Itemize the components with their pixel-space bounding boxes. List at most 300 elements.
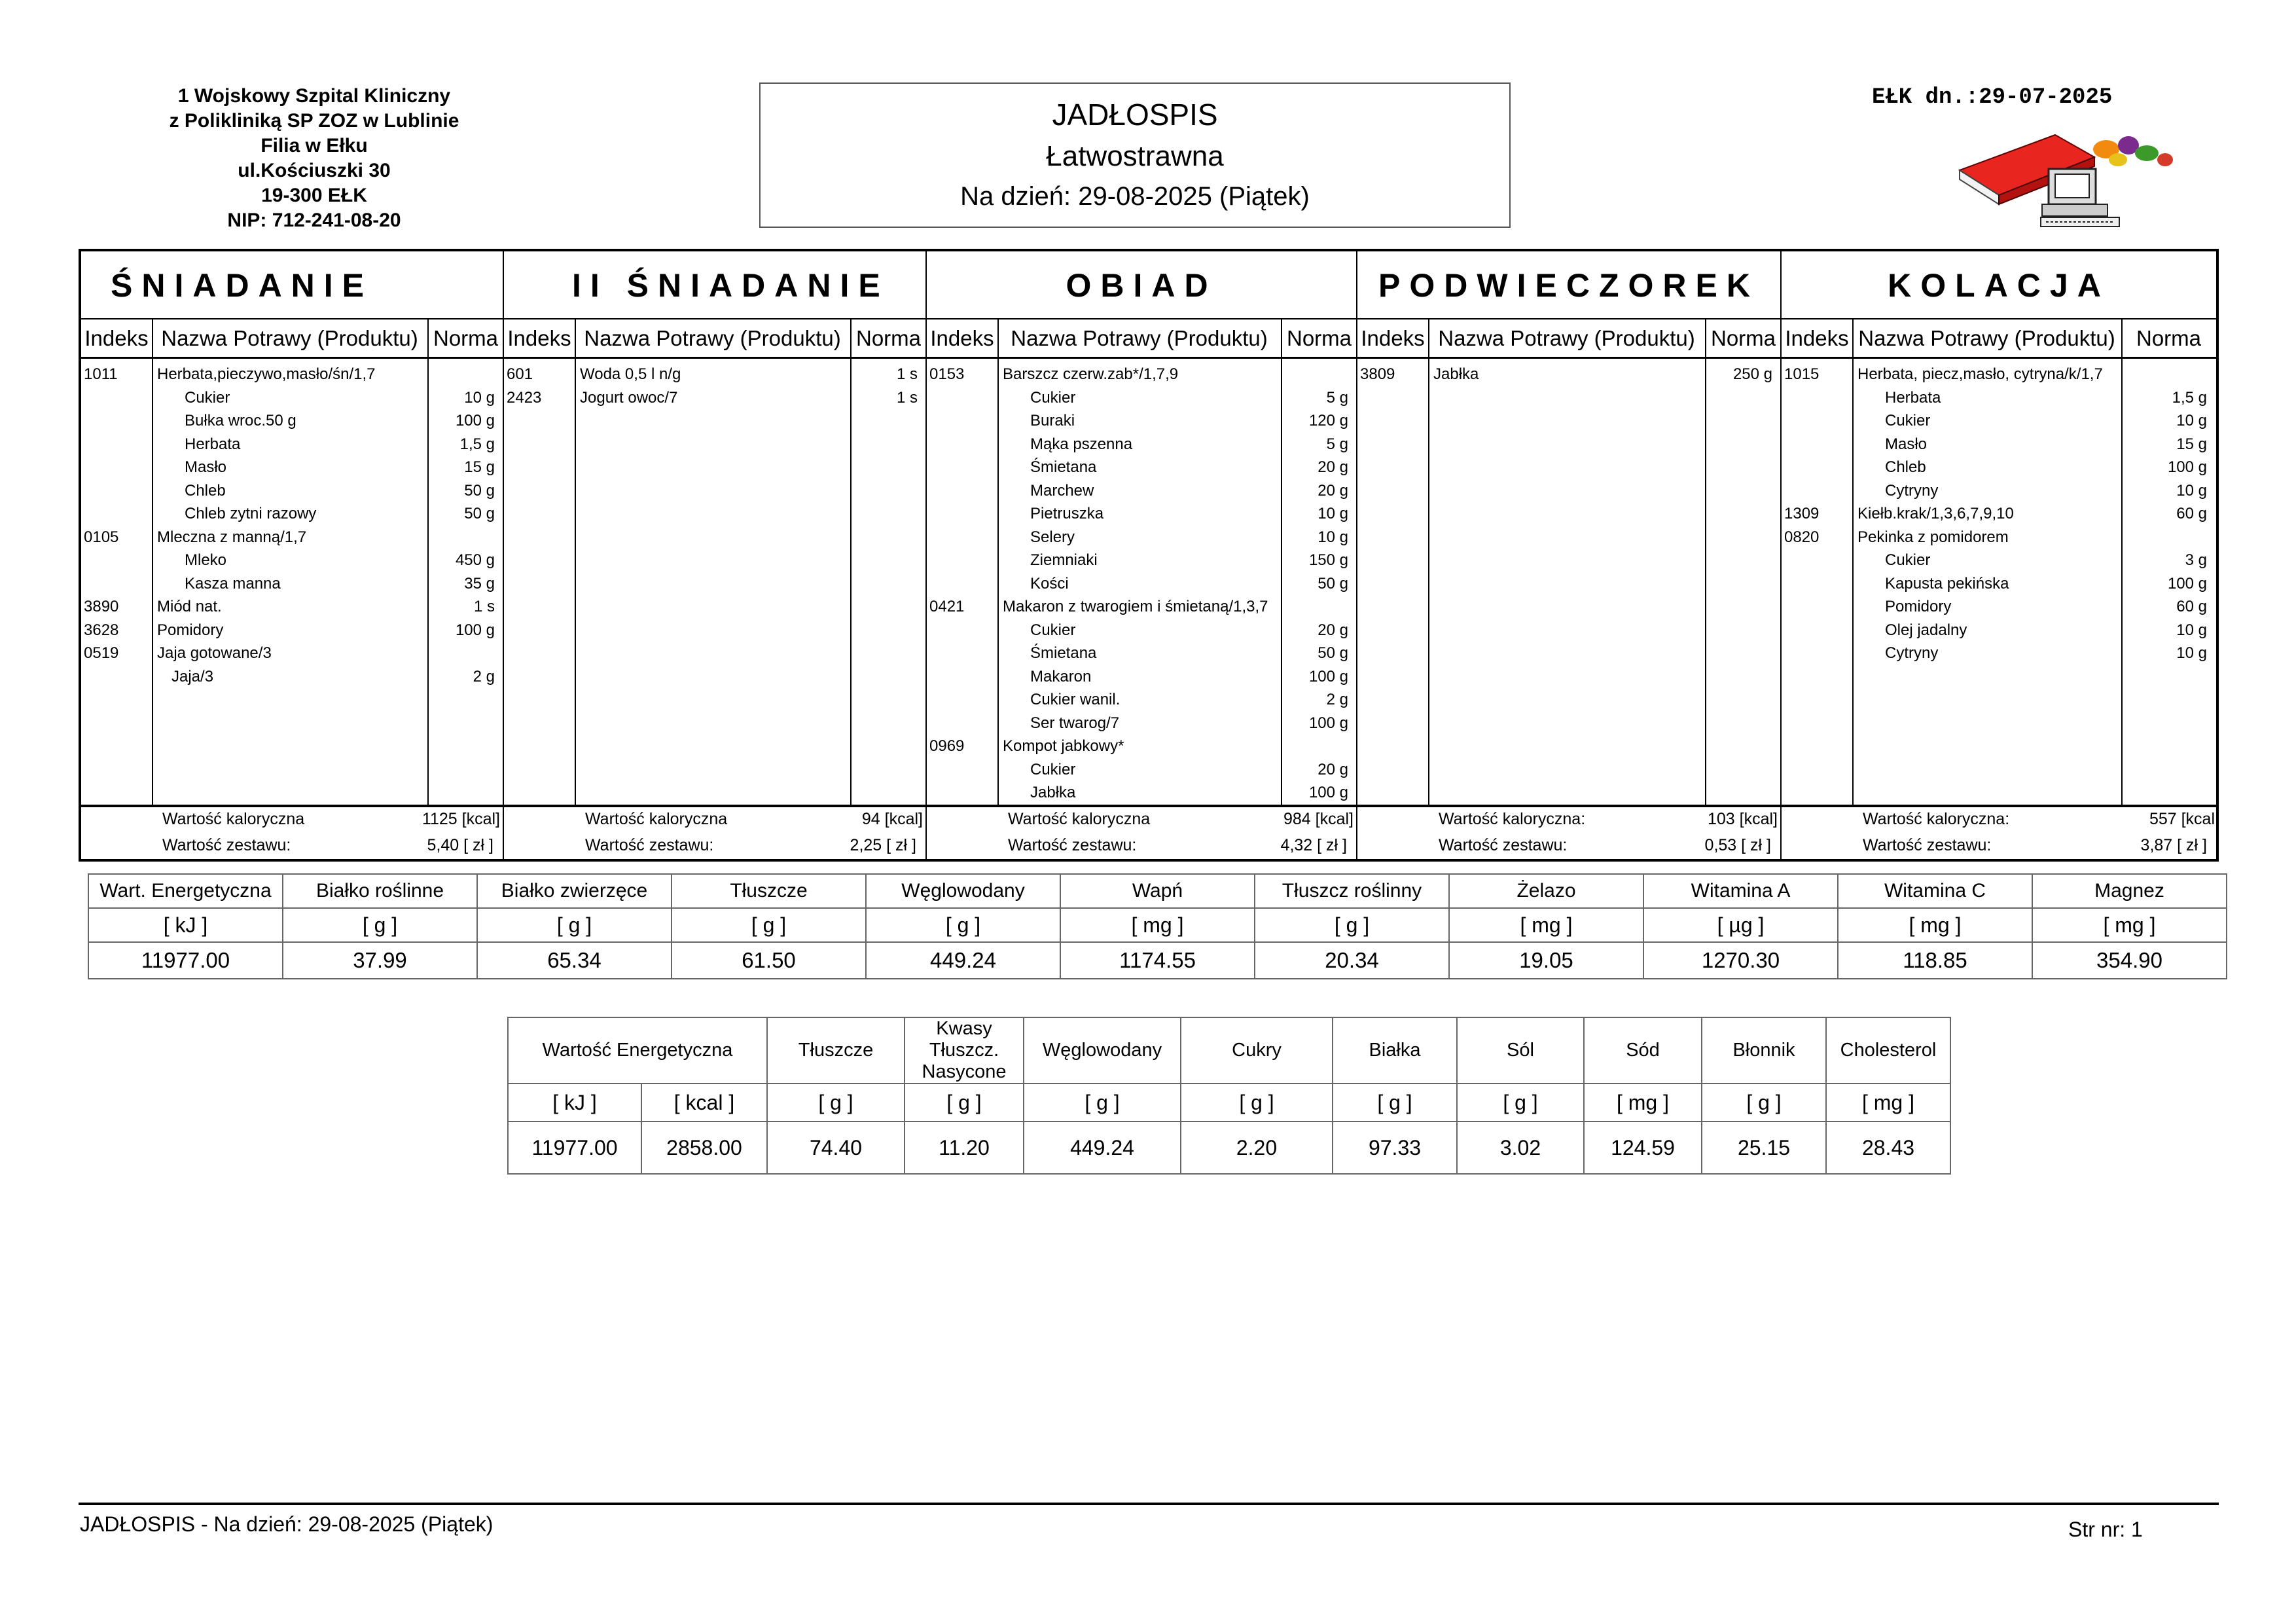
item-norm: 10 g bbox=[2176, 481, 2207, 500]
nutrition-label-table bbox=[507, 1017, 1951, 1175]
item-index: 3809 bbox=[1360, 365, 1395, 383]
item-norm: 1,5 g bbox=[2172, 388, 2207, 407]
item-norm: 100 g bbox=[455, 412, 495, 429]
item-norm: 60 g bbox=[2176, 505, 2207, 522]
item-name: Woda 0,5 l n/g bbox=[580, 365, 681, 383]
meal-section bbox=[1782, 251, 2216, 859]
meal-items bbox=[1357, 363, 1780, 386]
column-header-index: Indeks bbox=[927, 319, 997, 359]
item-norm: 50 g bbox=[464, 481, 495, 500]
nutrient-header: Witamina C bbox=[1838, 874, 2032, 908]
kcal-value: 1125 [kcal] bbox=[422, 810, 500, 828]
label-unit: [ g ] bbox=[767, 1084, 905, 1122]
nutrient-unit: [ mg ] bbox=[1838, 908, 2032, 942]
item-norm: 3 g bbox=[2185, 551, 2207, 569]
item-name: Kości bbox=[1030, 574, 1069, 593]
institution-line: NIP: 712-241-08-20 bbox=[227, 210, 401, 231]
menu-item-row bbox=[927, 688, 1356, 712]
label-header: Tłuszcze bbox=[767, 1017, 905, 1084]
item-name: Marchew bbox=[1030, 481, 1094, 500]
menu-table bbox=[79, 249, 2219, 862]
item-index: 1309 bbox=[1784, 505, 1820, 522]
menu-item-row bbox=[81, 526, 503, 549]
menu-item-row bbox=[1782, 386, 2216, 410]
item-norm: 450 g bbox=[455, 551, 495, 569]
menu-item-row bbox=[1782, 595, 2216, 619]
institution-address bbox=[118, 84, 511, 233]
item-name: Cukier bbox=[1030, 388, 1076, 407]
meal-title: OBIAD bbox=[927, 251, 1356, 319]
column-header-index: Indeks bbox=[1357, 319, 1428, 359]
meal-summary bbox=[927, 805, 1356, 859]
price-value: 3,87 [ zł ] bbox=[2140, 836, 2207, 854]
issue-date: EŁK dn.:29-07-2025 bbox=[1872, 85, 2113, 110]
label-unit: [ mg ] bbox=[1584, 1084, 1702, 1122]
item-name: Bułka wroc.50 g bbox=[185, 412, 296, 429]
nutrient-unit: [ mg ] bbox=[2032, 908, 2227, 942]
item-index: 0421 bbox=[929, 598, 965, 615]
kcal-value: 103 [kcal] bbox=[1707, 810, 1778, 828]
label-value: 11.20 bbox=[905, 1122, 1024, 1174]
institution-line: z Polikliniką SP ZOZ w Lublinie bbox=[169, 110, 459, 132]
nutrient-header: Węglowodany bbox=[866, 874, 1060, 908]
label-unit: [ g ] bbox=[905, 1084, 1024, 1122]
label-value: 2.20 bbox=[1181, 1122, 1333, 1174]
item-norm: 1,5 g bbox=[459, 435, 495, 453]
item-index: 3890 bbox=[84, 598, 119, 615]
nutrient-value: 1174.55 bbox=[1060, 942, 1255, 979]
item-name: Kompot jabkowy* bbox=[1003, 737, 1124, 755]
meal-summary bbox=[1357, 805, 1780, 859]
diet-name: Łatwostrawna bbox=[1046, 140, 1224, 172]
price-label: Wartość zestawu: bbox=[162, 836, 291, 854]
menu-item-row bbox=[1782, 642, 2216, 665]
item-name: Cukier bbox=[1885, 551, 1931, 569]
kcal-label: Wartość kaloryczna bbox=[162, 810, 305, 828]
label-value: 97.33 bbox=[1333, 1122, 1457, 1174]
item-index: 0969 bbox=[929, 737, 965, 755]
meal-title: KOLACJA bbox=[1782, 251, 2216, 319]
menu-item-row bbox=[1782, 363, 2216, 386]
item-name: Cukier bbox=[1030, 621, 1076, 639]
menu-item-row bbox=[927, 665, 1356, 689]
item-name: Selery bbox=[1030, 528, 1075, 546]
meal-items bbox=[927, 363, 1356, 805]
item-name: Cukier bbox=[1030, 760, 1076, 778]
label-unit: [ kcal ] bbox=[641, 1084, 767, 1122]
kcal-label: Wartość kaloryczna: bbox=[1863, 810, 2010, 828]
item-norm: 10 g bbox=[1318, 528, 1348, 546]
item-index: 0153 bbox=[929, 365, 965, 383]
item-name: Herbata,pieczywo,masło/śn/1,7 bbox=[157, 365, 376, 383]
menu-item-row bbox=[927, 502, 1356, 526]
column-header-name: Nazwa Potrawy (Produktu) bbox=[575, 319, 850, 359]
item-name: Kasza manna bbox=[185, 574, 281, 593]
label-unit: [ g ] bbox=[1457, 1084, 1584, 1122]
nutrient-unit: [ g ] bbox=[1255, 908, 1449, 942]
menu-item-row bbox=[504, 363, 925, 386]
institution-line: Filia w Ełku bbox=[260, 135, 368, 156]
label-value: 28.43 bbox=[1826, 1122, 1950, 1174]
label-unit: [ g ] bbox=[1333, 1084, 1457, 1122]
item-norm: 1 s bbox=[896, 365, 918, 383]
menu-item-row bbox=[927, 549, 1356, 572]
item-name: Olej jadalny bbox=[1885, 621, 1967, 639]
item-name: Mleczna z manną/1,7 bbox=[157, 528, 307, 546]
menu-item-row bbox=[81, 502, 503, 526]
nutrients-values-row bbox=[88, 942, 2227, 979]
nutrient-value: 449.24 bbox=[866, 942, 1060, 979]
label-unit: [ g ] bbox=[1181, 1084, 1333, 1122]
menu-item-row bbox=[81, 642, 503, 665]
nutrient-value: 37.99 bbox=[283, 942, 477, 979]
item-norm: 5 g bbox=[1326, 435, 1348, 453]
menu-item-row bbox=[1782, 572, 2216, 596]
nutrient-header: Tłuszcze bbox=[672, 874, 866, 908]
item-name: Miód nat. bbox=[157, 598, 222, 615]
item-name: Masło bbox=[185, 458, 227, 476]
price-value: 4,32 [ zł ] bbox=[1280, 836, 1347, 854]
label-units-row bbox=[508, 1084, 1950, 1122]
item-norm: 10 g bbox=[464, 388, 495, 407]
nutrient-header: Tłuszcz roślinny bbox=[1255, 874, 1449, 908]
column-header-norm: Norma bbox=[2121, 319, 2216, 359]
footer-text: JADŁOSPIS - Na dzień: 29-08-2025 (Piątek) bbox=[80, 1512, 493, 1536]
kcal-value: 94 [kcal] bbox=[861, 810, 923, 828]
nutrient-header: Wapń bbox=[1060, 874, 1255, 908]
item-name: Chleb zytni razowy bbox=[185, 505, 317, 522]
nutrient-header: Żelazo bbox=[1449, 874, 1643, 908]
item-name: Cytryny bbox=[1885, 644, 1939, 662]
meal-title: PODWIECZOREK bbox=[1357, 251, 1780, 319]
meal-items bbox=[504, 363, 925, 409]
item-name: Mąka pszenna bbox=[1030, 435, 1133, 453]
item-index: 1011 bbox=[84, 365, 118, 383]
menu-item-row bbox=[1782, 409, 2216, 433]
item-name: Buraki bbox=[1030, 412, 1075, 429]
nutrient-unit: [ mg ] bbox=[1060, 908, 1255, 942]
meal-title: II ŚNIADANIE bbox=[504, 251, 925, 319]
item-norm: 5 g bbox=[1326, 388, 1348, 407]
nutrient-value: 61.50 bbox=[672, 942, 866, 979]
label-value: 11977.00 bbox=[508, 1122, 641, 1174]
nutrient-header: Wart. Energetyczna bbox=[88, 874, 283, 908]
item-name: Cytryny bbox=[1885, 481, 1939, 500]
nutrient-unit: [ g ] bbox=[672, 908, 866, 942]
column-header-norm: Norma bbox=[1705, 319, 1782, 359]
item-norm: 10 g bbox=[2176, 412, 2207, 429]
nutrient-value: 354.90 bbox=[2032, 942, 2227, 979]
meal-summary bbox=[81, 805, 503, 859]
label-header: Cholesterol bbox=[1826, 1017, 1950, 1084]
institution-line: ul.Kościuszki 30 bbox=[238, 160, 391, 181]
price-value: 5,40 [ zł ] bbox=[427, 836, 493, 854]
price-label: Wartość zestawu: bbox=[1863, 836, 1992, 854]
kcal-value: 984 [kcal] bbox=[1283, 810, 1354, 828]
item-norm: 1 s bbox=[473, 598, 495, 615]
nutrient-unit: [ g ] bbox=[866, 908, 1060, 942]
item-norm: 10 g bbox=[2176, 644, 2207, 662]
title-box bbox=[759, 82, 1511, 228]
item-name: Barszcz czerw.zab*/1,7,9 bbox=[1003, 365, 1179, 383]
label-header: Sód bbox=[1584, 1017, 1702, 1084]
menu-item-row bbox=[927, 619, 1356, 642]
label-header: Cukry bbox=[1181, 1017, 1333, 1084]
item-name: Cukier bbox=[185, 388, 230, 407]
item-index: 1015 bbox=[1784, 365, 1820, 383]
item-norm: 250 g bbox=[1732, 365, 1772, 383]
menu-item-row bbox=[81, 386, 503, 410]
menu-item-row bbox=[927, 456, 1356, 479]
item-norm: 150 g bbox=[1308, 551, 1348, 569]
nutrient-value: 20.34 bbox=[1255, 942, 1449, 979]
kcal-label: Wartość kaloryczna: bbox=[1439, 810, 1586, 828]
price-label: Wartość zestawu: bbox=[1439, 836, 1568, 854]
column-header-name: Nazwa Potrawy (Produktu) bbox=[997, 319, 1281, 359]
label-header: Błonnik bbox=[1702, 1017, 1826, 1084]
item-norm: 50 g bbox=[1318, 644, 1348, 662]
nutrients-header-row bbox=[88, 874, 2227, 908]
item-name: Kapusta pekińska bbox=[1885, 574, 2009, 593]
item-index: 2423 bbox=[507, 388, 542, 407]
item-norm: 10 g bbox=[2176, 621, 2207, 639]
menu-item-row bbox=[81, 456, 503, 479]
item-name: Pietruszka bbox=[1030, 505, 1104, 522]
meal-items bbox=[81, 363, 503, 688]
item-index: 601 bbox=[507, 365, 533, 383]
nutrient-header: Magnez bbox=[2032, 874, 2227, 908]
item-name: Pomidory bbox=[1885, 598, 1952, 615]
item-norm: 50 g bbox=[1318, 574, 1348, 593]
nutrient-header: Białko roślinne bbox=[283, 874, 477, 908]
label-header-row bbox=[508, 1017, 1950, 1084]
label-unit: [ mg ] bbox=[1826, 1084, 1950, 1122]
meal-section bbox=[81, 251, 504, 859]
nutrients-table bbox=[88, 873, 2227, 979]
item-index: 0519 bbox=[84, 644, 119, 662]
book-computer-fruit-icon bbox=[1957, 131, 2179, 229]
item-name: Śmietana bbox=[1030, 458, 1097, 476]
nutrient-header: Białko zwierzęce bbox=[477, 874, 672, 908]
item-norm: 2 g bbox=[1326, 691, 1348, 708]
nutrient-unit: [ g ] bbox=[283, 908, 477, 942]
menu-item-row bbox=[1782, 619, 2216, 642]
page-title: JADŁOSPIS bbox=[1052, 98, 1218, 132]
meal-items bbox=[1782, 363, 2216, 665]
menu-item-row bbox=[927, 735, 1356, 758]
item-name: Herbata bbox=[185, 435, 241, 453]
item-norm: 120 g bbox=[1308, 412, 1348, 429]
nutrient-unit: [ kJ ] bbox=[88, 908, 283, 942]
column-header-index: Indeks bbox=[1782, 319, 1852, 359]
nutrient-unit: [ g ] bbox=[477, 908, 672, 942]
item-norm: 35 g bbox=[464, 574, 495, 593]
menu-item-row bbox=[927, 781, 1356, 805]
item-norm: 1 s bbox=[896, 388, 918, 407]
menu-item-row bbox=[1782, 502, 2216, 526]
nutrient-value: 65.34 bbox=[477, 942, 672, 979]
item-index: 3628 bbox=[84, 621, 119, 639]
column-header-index: Indeks bbox=[81, 319, 152, 359]
price-label: Wartość zestawu: bbox=[1008, 836, 1137, 854]
label-value: 449.24 bbox=[1024, 1122, 1181, 1174]
menu-item-row bbox=[927, 409, 1356, 433]
item-norm: 100 g bbox=[455, 621, 495, 639]
item-name: Herbata bbox=[1885, 388, 1941, 407]
kcal-value: 557 [kcal bbox=[2149, 810, 2215, 828]
label-unit: [ g ] bbox=[1024, 1084, 1181, 1122]
column-divider bbox=[1705, 319, 1706, 805]
menu-item-row bbox=[81, 549, 503, 572]
item-norm: 10 g bbox=[1318, 505, 1348, 522]
item-norm: 20 g bbox=[1318, 458, 1348, 476]
menu-item-row bbox=[81, 665, 503, 689]
item-index: 0105 bbox=[84, 528, 119, 546]
menu-item-row bbox=[1782, 549, 2216, 572]
menu-item-row bbox=[81, 409, 503, 433]
menu-item-row bbox=[81, 433, 503, 456]
label-value: 25.15 bbox=[1702, 1122, 1826, 1174]
item-name: Jabłka bbox=[1030, 784, 1076, 801]
item-norm: 100 g bbox=[1308, 784, 1348, 801]
meal-section bbox=[504, 251, 927, 859]
column-header-norm: Norma bbox=[427, 319, 504, 359]
item-name: Chleb bbox=[1885, 458, 1926, 476]
menu-item-row bbox=[927, 479, 1356, 503]
item-name: Jaja gotowane/3 bbox=[157, 644, 272, 662]
meal-title: ŚNIADANIE bbox=[81, 251, 503, 319]
item-name: Jaja/3 bbox=[171, 667, 214, 685]
item-name: Śmietana bbox=[1030, 644, 1097, 662]
footer-divider bbox=[79, 1503, 2219, 1505]
menu-item-row bbox=[81, 619, 503, 642]
meal-summary bbox=[1782, 805, 2216, 859]
item-index: 0820 bbox=[1784, 528, 1820, 546]
item-norm: 100 g bbox=[1308, 667, 1348, 685]
item-norm: 100 g bbox=[2167, 458, 2207, 476]
item-name: Pomidory bbox=[157, 621, 224, 639]
institution-line: 19-300 EŁK bbox=[261, 185, 367, 206]
nutrients-units-row bbox=[88, 908, 2227, 942]
meal-section bbox=[1357, 251, 1782, 859]
column-header-name: Nazwa Potrawy (Produktu) bbox=[152, 319, 427, 359]
item-name: Kiełb.krak/1,3,6,7,9,10 bbox=[1857, 505, 2014, 522]
item-name: Jabłka bbox=[1433, 365, 1479, 383]
column-header-index: Indeks bbox=[504, 319, 575, 359]
nutrient-value: 19.05 bbox=[1449, 942, 1643, 979]
item-norm: 2 g bbox=[473, 667, 495, 685]
menu-item-row bbox=[1782, 456, 2216, 479]
menu-item-row bbox=[927, 595, 1356, 619]
item-name: Cukier bbox=[1885, 412, 1931, 429]
label-header: Kwasy Tłuszcz. Nasycone bbox=[905, 1017, 1024, 1084]
institution-line: 1 Wojskowy Szpital Kliniczny bbox=[177, 85, 451, 107]
menu-date: Na dzień: 29-08-2025 (Piątek) bbox=[960, 182, 1310, 211]
column-header-name: Nazwa Potrawy (Produktu) bbox=[1852, 319, 2121, 359]
menu-item-row bbox=[927, 433, 1356, 456]
menu-item-row bbox=[927, 712, 1356, 735]
column-divider bbox=[1428, 319, 1429, 805]
label-unit: [ g ] bbox=[1702, 1084, 1826, 1122]
item-norm: 15 g bbox=[464, 458, 495, 476]
nutrient-value: 118.85 bbox=[1838, 942, 2032, 979]
label-value: 124.59 bbox=[1584, 1122, 1702, 1174]
item-name: Jogurt owoc/7 bbox=[580, 388, 678, 407]
meal-summary bbox=[504, 805, 925, 859]
menu-item-row bbox=[927, 758, 1356, 782]
nutrient-header: Witamina A bbox=[1643, 874, 1838, 908]
menu-item-row bbox=[81, 479, 503, 503]
column-header-name: Nazwa Potrawy (Produktu) bbox=[1428, 319, 1705, 359]
label-header: Wartość Energetyczna bbox=[508, 1017, 767, 1084]
item-norm: 20 g bbox=[1318, 760, 1348, 778]
menu-item-row bbox=[1357, 363, 1780, 386]
item-norm: 100 g bbox=[2167, 574, 2207, 593]
label-header: Węglowodany bbox=[1024, 1017, 1181, 1084]
item-name: Mleko bbox=[185, 551, 227, 569]
column-header-norm: Norma bbox=[850, 319, 927, 359]
label-values-row bbox=[508, 1122, 1950, 1174]
item-norm: 15 g bbox=[2176, 435, 2207, 453]
price-value: 0,53 [ zł ] bbox=[1704, 836, 1771, 854]
label-header: Białka bbox=[1333, 1017, 1457, 1084]
label-value: 3.02 bbox=[1457, 1122, 1584, 1174]
menu-item-row bbox=[1782, 433, 2216, 456]
label-header: Sól bbox=[1457, 1017, 1584, 1084]
label-value: 2858.00 bbox=[641, 1122, 767, 1174]
menu-item-row bbox=[927, 526, 1356, 549]
item-name: Herbata, piecz,masło, cytryna/k/1,7 bbox=[1857, 365, 2103, 383]
item-name: Ser twarog/7 bbox=[1030, 714, 1120, 732]
label-unit: [ kJ ] bbox=[508, 1084, 641, 1122]
menu-item-row bbox=[81, 363, 503, 386]
menu-item-row bbox=[1782, 479, 2216, 503]
menu-item-row bbox=[504, 386, 925, 410]
menu-item-row bbox=[927, 642, 1356, 665]
item-norm: 20 g bbox=[1318, 621, 1348, 639]
price-label: Wartość zestawu: bbox=[585, 836, 714, 854]
item-norm: 50 g bbox=[464, 505, 495, 522]
menu-item-row bbox=[927, 363, 1356, 386]
meal-section bbox=[927, 251, 1357, 859]
menu-item-row bbox=[81, 595, 503, 619]
menu-item-row bbox=[927, 572, 1356, 596]
item-name: Ziemniaki bbox=[1030, 551, 1098, 569]
nutrient-unit: [ mg ] bbox=[1449, 908, 1643, 942]
item-norm: 60 g bbox=[2176, 598, 2207, 615]
item-norm: 100 g bbox=[1308, 714, 1348, 732]
kcal-label: Wartość kaloryczna bbox=[1008, 810, 1151, 828]
nutrient-value: 1270.30 bbox=[1643, 942, 1838, 979]
item-name: Masło bbox=[1885, 435, 1928, 453]
price-value: 2,25 [ zł ] bbox=[850, 836, 916, 854]
kcal-label: Wartość kaloryczna bbox=[585, 810, 728, 828]
item-name: Chleb bbox=[185, 481, 226, 500]
item-name: Makaron z twarogiem i śmietaną/1,3,7 bbox=[1003, 598, 1268, 615]
label-value: 74.40 bbox=[767, 1122, 905, 1174]
item-name: Makaron bbox=[1030, 667, 1092, 685]
item-name: Cukier wanil. bbox=[1030, 691, 1121, 708]
item-norm: 20 g bbox=[1318, 481, 1348, 500]
page-number: Str nr: 1 bbox=[2068, 1518, 2143, 1541]
item-name: Pekinka z pomidorem bbox=[1857, 528, 2009, 546]
menu-item-row bbox=[81, 572, 503, 596]
menu-item-row bbox=[927, 386, 1356, 410]
column-header-norm: Norma bbox=[1281, 319, 1357, 359]
nutrient-unit: [ µg ] bbox=[1643, 908, 1838, 942]
menu-item-row bbox=[1782, 526, 2216, 549]
nutrient-value: 11977.00 bbox=[88, 942, 283, 979]
